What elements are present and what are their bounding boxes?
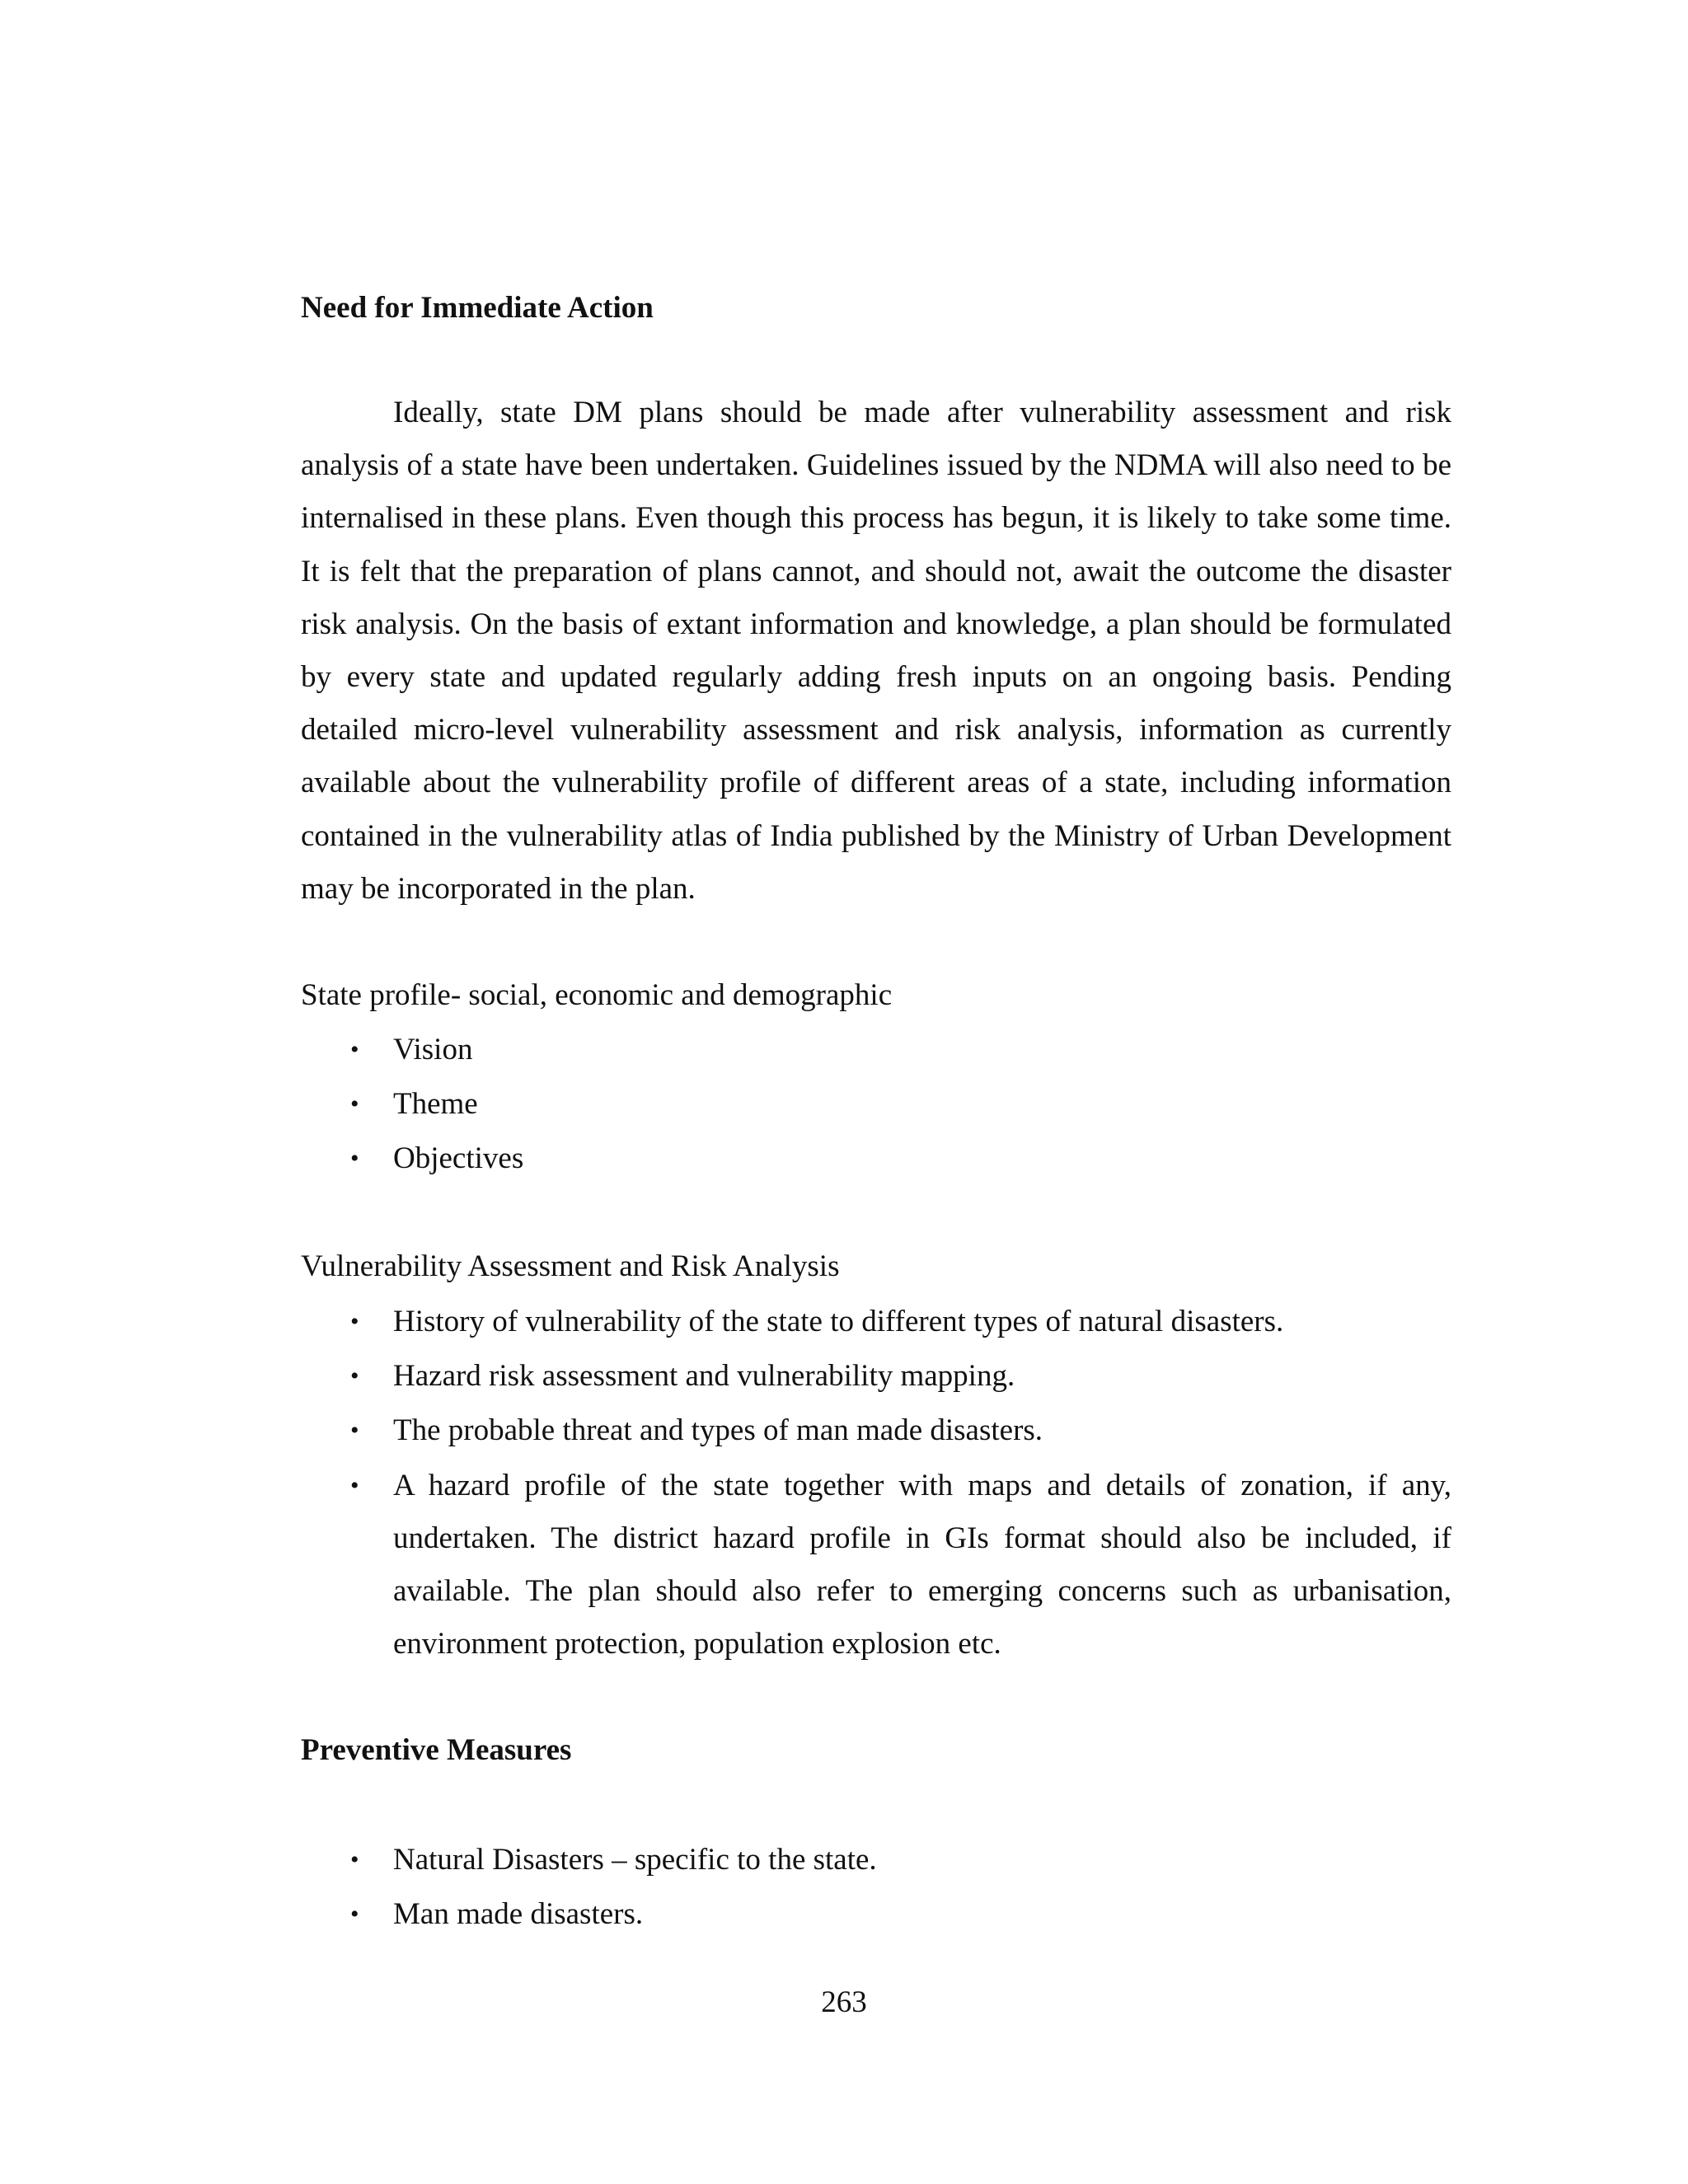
bullet-icon: • — [350, 1308, 359, 1335]
list-item — [0, 1078, 1451, 1131]
heading-need-for-immediate-action: Need for Immediate Action — [301, 291, 654, 325]
list-item — [0, 1296, 1451, 1348]
bullet-icon: • — [350, 1145, 359, 1173]
list-item-text: History of vulnerability of the state to different types of natural disasters. — [393, 1305, 1284, 1338]
preventive-list — [0, 1834, 1688, 1941]
vulnerability-label: Vulnerability Assessment and Risk Analysis — [301, 1249, 840, 1283]
list-item — [0, 1404, 1451, 1457]
list-item — [0, 1888, 1451, 1941]
heading-preventive-measures: Preventive Measures — [301, 1733, 572, 1767]
vulnerability-list — [0, 1296, 1688, 1671]
bullet-icon: • — [350, 1362, 359, 1390]
bullet-icon: • — [350, 1900, 359, 1929]
state-profile-label: State profile- social, economic and demographic — [301, 978, 893, 1012]
bullet-icon: • — [350, 1036, 359, 1063]
list-item-text: The probable threat and types of man made disasters. — [393, 1413, 1043, 1448]
list-item — [0, 1132, 1451, 1185]
body-paragraph-text: Ideally, state DM plans should be made after vulnerability assessment and risk analysis of a state have been undertaken. Guidelines issued by the NDMA will also need to be internalised in these plans. Even though this process has begun, it is likely to take some time. It is felt that the preparation of plans cannot, and should not, await the outcome the disaster risk analysis. On the basis of extant information and knowledge, a plan should be formulated by every state and updated regularly adding fresh inputs on an ongoing basis. Pending detailed micro-level vulnerability assessment and risk analysis, information as currently available about the vulnerability profile of different areas of a state, including information contained in the vulnerability atlas of India published by the Ministry of Urban Development may be incorporated in the plan. — [301, 396, 1451, 906]
bullet-icon: • — [350, 1846, 359, 1873]
list-item-text: Hazard risk assessment and vulnerability mapping. — [393, 1359, 1015, 1394]
body-paragraph — [301, 387, 1451, 916]
list-item-text: Man made disasters. — [393, 1897, 644, 1932]
list-item — [0, 1350, 1451, 1403]
list-item-text: Vision — [393, 1033, 473, 1066]
list-item-text: A hazard profile of the state together with maps and details of zonation, if any, undertaken. The district hazard profile in GIs format should also be included, if available. The plan should also refer to emerging concerns such as urbanisation, environment protection, population explosion etc. — [393, 1468, 1451, 1661]
list-item — [0, 1460, 1451, 1671]
list-item-text: Theme — [393, 1087, 478, 1122]
bullet-icon: • — [350, 1471, 359, 1499]
state-profile-list — [0, 1024, 1688, 1186]
list-item — [0, 1024, 1451, 1076]
bullet-icon: • — [350, 1417, 359, 1445]
bullet-icon: • — [350, 1090, 359, 1118]
list-item — [0, 1834, 1451, 1886]
page-number: 263 — [821, 1985, 867, 2019]
list-item-text: Natural Disasters – specific to the state. — [393, 1843, 877, 1877]
list-item-text: Objectives — [393, 1141, 524, 1176]
